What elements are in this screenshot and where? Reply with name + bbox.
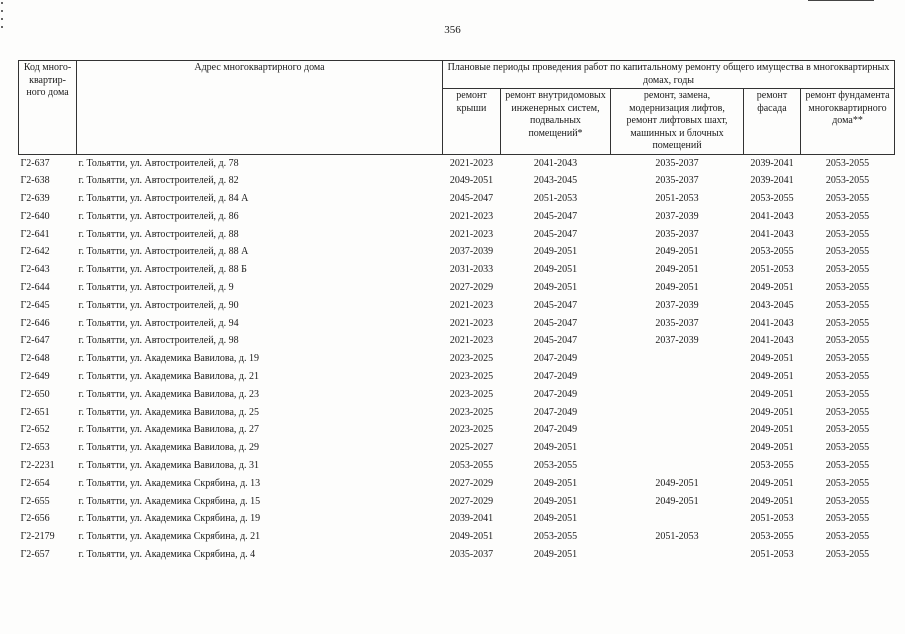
table-row [19, 368, 895, 386]
table-row [19, 386, 895, 404]
cell-code: Г2-641 [20, 228, 50, 240]
table-row [19, 279, 895, 297]
cell-code: Г2-645 [20, 299, 50, 311]
cell-engineering: 2049-2051 [533, 495, 578, 507]
cell-facade: 2049-2051 [750, 477, 794, 489]
table-row [19, 315, 895, 333]
top-rule [808, 0, 874, 1]
cell-address: г. Тольятти, ул. Академика Скрябина, д. 21 [78, 531, 261, 543]
cell-roof: 2023-2025 [449, 353, 494, 365]
cell-roof: 2049-2051 [449, 531, 494, 543]
cell-facade: 2043-2045 [750, 299, 794, 311]
cell-facade: 2049-2051 [750, 371, 794, 383]
cell-facade: 2041-2043 [750, 210, 794, 222]
cell-address: г. Тольятти, ул. Автостроителей, д. 88 А [78, 246, 249, 258]
table-row [19, 154, 895, 172]
table-row [19, 421, 895, 439]
cell-roof: 2021-2023 [449, 228, 494, 240]
cell-roof: 2021-2023 [449, 317, 494, 329]
table-row [19, 439, 895, 457]
cell-lifts: 2049-2051 [655, 246, 699, 258]
table-body [19, 154, 895, 564]
table-row [19, 528, 895, 546]
cell-facade: 2053-2055 [750, 193, 794, 205]
cell-foundation: 2053-2055 [825, 228, 870, 240]
cell-address: г. Тольятти, ул. Автостроителей, д. 86 [78, 210, 239, 222]
cell-engineering: 2049-2051 [533, 282, 578, 294]
cell-code: Г2-653 [20, 442, 50, 454]
table-row [19, 261, 895, 279]
cell-facade: 2053-2055 [750, 460, 794, 472]
cell-foundation: 2053-2055 [825, 282, 870, 294]
cell-engineering: 2049-2051 [533, 264, 578, 276]
cell-lifts [611, 350, 744, 368]
cell-engineering: 2049-2051 [533, 549, 578, 561]
cell-engineering: 2053-2055 [533, 460, 578, 472]
cell-facade: 2049-2051 [750, 406, 794, 418]
cell-roof: 2039-2041 [449, 513, 494, 525]
cell-code: Г2-639 [20, 193, 50, 205]
cell-roof: 2023-2025 [449, 406, 494, 418]
cell-engineering: 2049-2051 [533, 246, 578, 258]
cell-address: г. Тольятти, ул. Автостроителей, д. 9 [78, 282, 234, 294]
cell-lifts [611, 404, 744, 422]
cell-foundation: 2053-2055 [825, 442, 870, 454]
cell-foundation: 2053-2055 [825, 371, 870, 383]
cell-facade: 2049-2051 [750, 353, 794, 365]
cell-facade: 2041-2043 [750, 228, 794, 240]
cell-foundation: 2053-2055 [825, 477, 870, 489]
cell-roof: 2053-2055 [449, 460, 494, 472]
cell-roof: 2031-2033 [449, 264, 494, 276]
cell-lifts: 2049-2051 [655, 495, 699, 507]
cell-code: Г2-650 [20, 388, 50, 400]
table-row [19, 297, 895, 315]
cell-roof: 2045-2047 [449, 193, 494, 205]
cell-roof: 2037-2039 [449, 246, 494, 258]
header-periods: Плановые периоды проведения работ по капитальному ремонту общего имущества в многоквартирных домах, годы [443, 61, 895, 89]
cell-foundation: 2053-2055 [825, 193, 870, 205]
cell-roof: 2027-2029 [449, 477, 494, 489]
cell-foundation: 2053-2055 [825, 157, 870, 169]
cell-address: г. Тольятти, ул. Автостроителей, д. 82 [78, 175, 239, 187]
cell-foundation: 2053-2055 [825, 460, 870, 472]
header-engineering: ремонт внутридомовых инженерных систем, подвальных помещений* [501, 89, 611, 155]
cell-facade: 2049-2051 [750, 495, 794, 507]
cell-engineering: 2045-2047 [533, 210, 578, 222]
cell-roof: 2021-2023 [449, 157, 494, 169]
cell-foundation: 2053-2055 [825, 549, 870, 561]
cell-roof: 2023-2025 [449, 388, 494, 400]
table-row [19, 350, 895, 368]
cell-lifts [611, 457, 744, 475]
table-row [19, 226, 895, 244]
header-foundation: ремонт фундамента многоквартирного дома** [801, 89, 895, 155]
cell-address: г. Тольятти, ул. Автостроителей, д. 84 А [78, 193, 249, 205]
cell-code: Г2-657 [20, 549, 50, 561]
cell-roof: 2021-2023 [449, 210, 494, 222]
cell-address: г. Тольятти, ул. Автостроителей, д. 98 [78, 335, 239, 347]
table-row [19, 190, 895, 208]
cell-foundation: 2053-2055 [825, 495, 870, 507]
cell-address: г. Тольятти, ул. Автостроителей, д. 88 Б [78, 264, 247, 276]
cell-engineering: 2047-2049 [533, 388, 578, 400]
cell-foundation: 2053-2055 [825, 513, 870, 525]
cell-facade: 2053-2055 [750, 246, 794, 258]
header-code: Код много-квартир-ного дома [19, 61, 77, 155]
cell-address: г. Тольятти, ул. Автостроителей, д. 78 [78, 157, 239, 169]
cell-foundation: 2053-2055 [825, 246, 870, 258]
cell-engineering: 2049-2051 [533, 477, 578, 489]
cell-address: г. Тольятти, ул. Академика Вавилова, д. 23 [78, 388, 259, 400]
cell-lifts: 2037-2039 [655, 335, 699, 347]
cell-roof: 2021-2023 [449, 335, 494, 347]
cell-code: Г2-654 [20, 477, 50, 489]
cell-facade: 2049-2051 [750, 442, 794, 454]
capital-repair-table [18, 60, 895, 564]
table-row [19, 208, 895, 226]
cell-lifts: 2037-2039 [655, 299, 699, 311]
cell-lifts: 2035-2037 [655, 175, 699, 187]
cell-engineering: 2047-2049 [533, 406, 578, 418]
cell-foundation: 2053-2055 [825, 406, 870, 418]
cell-roof: 2023-2025 [449, 424, 494, 436]
cell-engineering: 2045-2047 [533, 317, 578, 329]
cell-facade: 2049-2051 [750, 388, 794, 400]
cell-engineering: 2045-2047 [533, 335, 578, 347]
cell-lifts: 2049-2051 [655, 477, 699, 489]
cell-address: г. Тольятти, ул. Академика Скрябина, д. 13 [78, 477, 261, 489]
cell-foundation: 2053-2055 [825, 264, 870, 276]
cell-lifts: 2035-2037 [655, 317, 699, 329]
cell-lifts: 2051-2053 [655, 193, 699, 205]
table-row [19, 243, 895, 261]
cell-foundation: 2053-2055 [825, 424, 870, 436]
cell-lifts: 2037-2039 [655, 210, 699, 222]
table-row [19, 457, 895, 475]
cell-lifts [611, 439, 744, 457]
cell-facade: 2041-2043 [750, 335, 794, 347]
cell-lifts [611, 546, 744, 564]
cell-facade: 2049-2051 [750, 424, 794, 436]
cell-engineering: 2043-2045 [533, 175, 578, 187]
header-facade: ремонт фасада [744, 89, 801, 155]
cell-code: Г2-656 [20, 513, 50, 525]
cell-roof: 2027-2029 [449, 495, 494, 507]
cell-facade: 2049-2051 [750, 282, 794, 294]
cell-roof: 2025-2027 [449, 442, 494, 454]
table-row [19, 493, 895, 511]
cell-foundation: 2053-2055 [825, 388, 870, 400]
cell-facade: 2039-2041 [750, 157, 794, 169]
cell-code: Г2-2231 [20, 460, 55, 472]
cell-engineering: 2051-2053 [533, 193, 578, 205]
cell-engineering: 2047-2049 [533, 424, 578, 436]
cell-roof: 2049-2051 [449, 175, 494, 187]
cell-code: Г2-646 [20, 317, 50, 329]
cell-engineering: 2047-2049 [533, 353, 578, 365]
table-row [19, 172, 895, 190]
page-number: 356 [444, 24, 461, 36]
cell-address: г. Тольятти, ул. Академика Скрябина, д. 4 [78, 549, 256, 561]
cell-lifts [611, 421, 744, 439]
cell-code: Г2-647 [20, 335, 50, 347]
cell-roof: 2023-2025 [449, 371, 494, 383]
cell-address: г. Тольятти, ул. Академика Вавилова, д. 27 [78, 424, 259, 436]
cell-lifts [611, 386, 744, 404]
cell-facade: 2051-2053 [750, 549, 794, 561]
cell-foundation: 2053-2055 [825, 531, 870, 543]
cell-code: Г2-640 [20, 210, 50, 222]
table-row [19, 332, 895, 350]
cell-address: г. Тольятти, ул. Автостроителей, д. 90 [78, 299, 239, 311]
cell-foundation: 2053-2055 [825, 299, 870, 311]
cell-roof: 2021-2023 [449, 299, 494, 311]
cell-lifts: 2035-2037 [655, 157, 699, 169]
cell-lifts [611, 510, 744, 528]
cell-code: Г2-637 [20, 157, 50, 169]
cell-foundation: 2053-2055 [825, 210, 870, 222]
cell-code: Г2-638 [20, 175, 50, 187]
table-row [19, 510, 895, 528]
cell-address: г. Тольятти, ул. Академика Вавилова, д. 29 [78, 442, 259, 454]
cell-lifts: 2049-2051 [655, 282, 699, 294]
header-roof: ремонт крыши [443, 89, 501, 155]
cell-lifts: 2049-2051 [655, 264, 699, 276]
cell-facade: 2051-2053 [750, 264, 794, 276]
cell-code: Г2-651 [20, 406, 50, 418]
cell-address: г. Тольятти, ул. Академика Вавилова, д. 19 [78, 353, 259, 365]
cell-address: г. Тольятти, ул. Академика Вавилова, д. 25 [78, 406, 259, 418]
cell-roof: 2035-2037 [449, 549, 494, 561]
cell-engineering: 2045-2047 [533, 228, 578, 240]
cell-code: Г2-642 [20, 246, 50, 258]
cell-facade: 2051-2053 [750, 513, 794, 525]
cell-address: г. Тольятти, ул. Автостроителей, д. 94 [78, 317, 239, 329]
cell-foundation: 2053-2055 [825, 175, 870, 187]
cell-engineering: 2049-2051 [533, 513, 578, 525]
cell-code: Г2-649 [20, 371, 50, 383]
cell-foundation: 2053-2055 [825, 335, 870, 347]
cell-address: г. Тольятти, ул. Автостроителей, д. 88 [78, 228, 239, 240]
cell-engineering: 2053-2055 [533, 531, 578, 543]
table-row [19, 404, 895, 422]
cell-foundation: 2053-2055 [825, 317, 870, 329]
cell-address: г. Тольятти, ул. Академика Вавилова, д. 31 [78, 460, 259, 472]
cell-code: Г2-2179 [20, 531, 55, 543]
cell-engineering: 2049-2051 [533, 442, 578, 454]
cell-facade: 2039-2041 [750, 175, 794, 187]
cell-code: Г2-655 [20, 495, 50, 507]
table-row [19, 475, 895, 493]
cell-engineering: 2047-2049 [533, 371, 578, 383]
table-row [19, 546, 895, 564]
cell-code: Г2-652 [20, 424, 50, 436]
cell-foundation: 2053-2055 [825, 353, 870, 365]
header-address: Адрес многоквартирного дома [77, 61, 443, 155]
cell-address: г. Тольятти, ул. Академика Скрябина, д. 15 [78, 495, 261, 507]
cell-engineering: 2045-2047 [533, 299, 578, 311]
header-lifts: ремонт, замена, модернизация лифтов, ремонт лифтовых шахт, машинных и блочных помещений [611, 89, 744, 155]
cell-code: Г2-648 [20, 353, 50, 365]
cell-roof: 2027-2029 [449, 282, 494, 294]
cell-facade: 2053-2055 [750, 531, 794, 543]
cell-address: г. Тольятти, ул. Академика Вавилова, д. 21 [78, 371, 259, 383]
cell-lifts [611, 368, 744, 386]
cell-engineering: 2041-2043 [533, 157, 578, 169]
cell-lifts: 2035-2037 [655, 228, 699, 240]
cell-code: Г2-643 [20, 264, 50, 276]
cell-code: Г2-644 [20, 282, 50, 294]
cell-lifts: 2051-2053 [655, 531, 699, 543]
cell-facade: 2041-2043 [750, 317, 794, 329]
cell-address: г. Тольятти, ул. Академика Скрябина, д. 19 [78, 513, 261, 525]
